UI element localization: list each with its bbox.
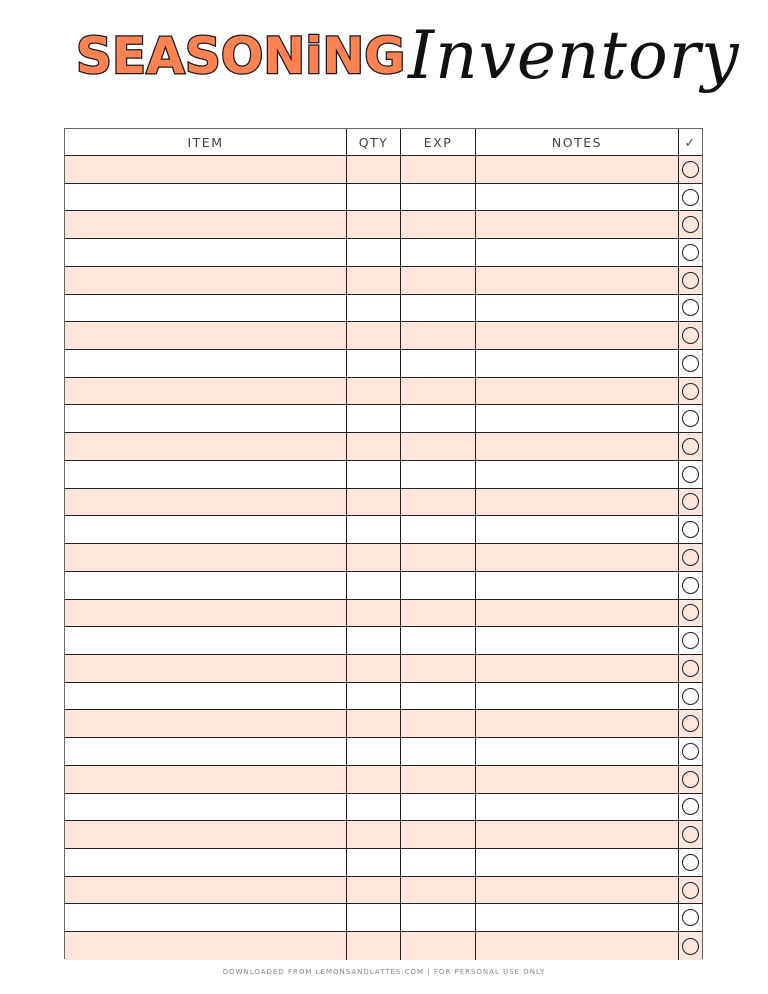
- qty-cell[interactable]: [347, 821, 401, 848]
- qty-cell[interactable]: [347, 516, 401, 543]
- item-cell[interactable]: [65, 239, 347, 266]
- header-exp: EXP: [401, 129, 476, 155]
- item-cell[interactable]: [65, 627, 347, 654]
- item-cell[interactable]: [65, 267, 347, 294]
- table-row: [65, 350, 702, 378]
- check-cell: [679, 184, 702, 211]
- qty-cell[interactable]: [347, 710, 401, 737]
- item-cell[interactable]: [65, 710, 347, 737]
- notes-cell[interactable]: [476, 794, 679, 821]
- exp-cell[interactable]: [401, 710, 476, 737]
- header-qty: QTY: [347, 129, 401, 155]
- table-row: [65, 821, 702, 849]
- checkbox-circle-icon[interactable]: [682, 438, 699, 455]
- item-cell[interactable]: [65, 461, 347, 488]
- checkbox-circle-icon[interactable]: [682, 161, 699, 178]
- item-cell[interactable]: [65, 405, 347, 432]
- check-cell: [679, 461, 702, 488]
- exp-cell[interactable]: [401, 932, 476, 960]
- qty-cell[interactable]: [347, 904, 401, 931]
- table-row: [65, 794, 702, 822]
- notes-cell[interactable]: [476, 572, 679, 599]
- qty-cell[interactable]: [347, 267, 401, 294]
- qty-cell[interactable]: [347, 156, 401, 183]
- table-row: [65, 433, 702, 461]
- item-cell[interactable]: [65, 600, 347, 627]
- checkbox-circle-icon[interactable]: [682, 577, 699, 594]
- item-cell[interactable]: [65, 904, 347, 931]
- checkbox-circle-icon[interactable]: [682, 715, 699, 732]
- check-cell: [679, 572, 702, 599]
- item-cell[interactable]: [65, 821, 347, 848]
- checkbox-circle-icon[interactable]: [682, 299, 699, 316]
- header-check: ✓: [684, 134, 697, 150]
- check-cell: [679, 295, 702, 322]
- exp-cell[interactable]: [401, 461, 476, 488]
- notes-cell[interactable]: [476, 211, 679, 238]
- exp-cell[interactable]: [401, 489, 476, 516]
- table-row: [65, 489, 702, 517]
- notes-cell[interactable]: [476, 322, 679, 349]
- check-cell: [679, 405, 702, 432]
- table-row: [65, 267, 702, 295]
- check-cell: [679, 627, 702, 654]
- item-cell[interactable]: [65, 322, 347, 349]
- checkbox-circle-icon[interactable]: [682, 521, 699, 538]
- qty-cell[interactable]: [347, 405, 401, 432]
- check-cell: [679, 156, 702, 183]
- footer-note: DOWNLOADED FROM LEMONSANDLATTES.COM | FOR PERSONAL USE ONLY: [222, 968, 546, 976]
- notes-cell[interactable]: [476, 239, 679, 266]
- check-cell: [679, 350, 702, 377]
- exp-cell[interactable]: [401, 738, 476, 765]
- item-cell[interactable]: [65, 766, 347, 793]
- table-row: [65, 156, 702, 184]
- notes-cell[interactable]: [476, 378, 679, 405]
- notes-cell[interactable]: [476, 405, 679, 432]
- table-row: [65, 239, 702, 267]
- item-cell[interactable]: [65, 516, 347, 543]
- item-cell[interactable]: [65, 849, 347, 876]
- item-cell[interactable]: [65, 184, 347, 211]
- check-cell: [679, 211, 702, 238]
- table-row: [65, 184, 702, 212]
- exp-cell[interactable]: [401, 322, 476, 349]
- qty-cell[interactable]: [347, 461, 401, 488]
- item-cell[interactable]: [65, 683, 347, 710]
- check-cell: [679, 794, 702, 821]
- checkbox-circle-icon[interactable]: [682, 771, 699, 788]
- notes-cell[interactable]: [476, 710, 679, 737]
- qty-cell[interactable]: [347, 766, 401, 793]
- header-item: ITEM: [65, 129, 347, 155]
- exp-cell[interactable]: [401, 516, 476, 543]
- item-cell[interactable]: [65, 156, 347, 183]
- table-row: [65, 904, 702, 932]
- item-cell[interactable]: [65, 655, 347, 682]
- exp-cell[interactable]: [401, 267, 476, 294]
- notes-cell[interactable]: [476, 932, 679, 960]
- exp-cell[interactable]: [401, 239, 476, 266]
- checkbox-circle-icon[interactable]: [682, 688, 699, 705]
- checkbox-circle-icon[interactable]: [682, 604, 699, 621]
- item-cell[interactable]: [65, 877, 347, 904]
- exp-cell[interactable]: [401, 655, 476, 682]
- qty-cell[interactable]: [347, 489, 401, 516]
- exp-cell[interactable]: [401, 572, 476, 599]
- checkbox-circle-icon[interactable]: [682, 216, 699, 233]
- exp-cell[interactable]: [401, 600, 476, 627]
- item-cell[interactable]: [65, 572, 347, 599]
- notes-cell[interactable]: [476, 904, 679, 931]
- checkbox-circle-icon[interactable]: [682, 938, 699, 955]
- exp-cell[interactable]: [401, 766, 476, 793]
- check-cell: [679, 932, 702, 960]
- exp-cell[interactable]: [401, 904, 476, 931]
- exp-cell[interactable]: [401, 794, 476, 821]
- header-notes: NOTES: [476, 129, 679, 155]
- check-cell: [679, 683, 702, 710]
- check-cell: [679, 821, 702, 848]
- title-inventory: Inventory: [408, 17, 740, 94]
- check-cell: [679, 655, 702, 682]
- exp-cell[interactable]: [401, 877, 476, 904]
- table-row: [65, 600, 702, 628]
- qty-cell[interactable]: [347, 378, 401, 405]
- check-cell: [679, 489, 702, 516]
- exp-cell[interactable]: [401, 433, 476, 460]
- table-row: [65, 627, 702, 655]
- notes-cell[interactable]: [476, 544, 679, 571]
- notes-cell[interactable]: [476, 627, 679, 654]
- exp-cell[interactable]: [401, 627, 476, 654]
- qty-cell[interactable]: [347, 184, 401, 211]
- checkbox-circle-icon[interactable]: [682, 549, 699, 566]
- exp-cell[interactable]: [401, 211, 476, 238]
- table-row: [65, 516, 702, 544]
- table-row: [65, 655, 702, 683]
- item-cell[interactable]: [65, 350, 347, 377]
- item-cell[interactable]: [65, 211, 347, 238]
- qty-cell[interactable]: [347, 683, 401, 710]
- table-row: [65, 211, 702, 239]
- check-cell: [679, 322, 702, 349]
- check-cell: [679, 433, 702, 460]
- checkbox-circle-icon[interactable]: [682, 355, 699, 372]
- table-header: [65, 129, 702, 156]
- notes-cell[interactable]: [476, 600, 679, 627]
- notes-cell[interactable]: [476, 267, 679, 294]
- notes-cell[interactable]: [476, 877, 679, 904]
- table-row: [65, 405, 702, 433]
- table-row: [65, 572, 702, 600]
- checkbox-circle-icon[interactable]: [682, 410, 699, 427]
- exp-cell[interactable]: [401, 821, 476, 848]
- notes-cell[interactable]: [476, 821, 679, 848]
- table-row: [65, 544, 702, 572]
- check-cell: [679, 378, 702, 405]
- table-row: [65, 295, 702, 323]
- qty-cell[interactable]: [347, 738, 401, 765]
- notes-cell[interactable]: [476, 738, 679, 765]
- notes-cell[interactable]: [476, 156, 679, 183]
- notes-cell[interactable]: [476, 849, 679, 876]
- checkbox-circle-icon[interactable]: [682, 466, 699, 483]
- notes-cell[interactable]: [476, 461, 679, 488]
- qty-cell[interactable]: [347, 295, 401, 322]
- checkbox-circle-icon[interactable]: [682, 743, 699, 760]
- checkbox-circle-icon[interactable]: [682, 854, 699, 871]
- inventory-table: [64, 128, 703, 959]
- qty-cell[interactable]: [347, 655, 401, 682]
- check-cell: [679, 904, 702, 931]
- item-cell[interactable]: [65, 378, 347, 405]
- qty-cell[interactable]: [347, 433, 401, 460]
- checkbox-circle-icon[interactable]: [682, 493, 699, 510]
- table-row: [65, 683, 702, 711]
- notes-cell[interactable]: [476, 350, 679, 377]
- qty-cell[interactable]: [347, 877, 401, 904]
- checkbox-circle-icon[interactable]: [682, 327, 699, 344]
- check-cell: [679, 600, 702, 627]
- notes-cell[interactable]: [476, 766, 679, 793]
- checkbox-circle-icon[interactable]: [682, 632, 699, 649]
- check-cell: [679, 877, 702, 904]
- check-cell: [679, 710, 702, 737]
- table-row: [65, 766, 702, 794]
- item-cell[interactable]: [65, 295, 347, 322]
- notes-cell[interactable]: [476, 184, 679, 211]
- qty-cell[interactable]: [347, 544, 401, 571]
- qty-cell[interactable]: [347, 350, 401, 377]
- item-cell[interactable]: [65, 489, 347, 516]
- item-cell[interactable]: [65, 738, 347, 765]
- check-cell: [679, 544, 702, 571]
- qty-cell[interactable]: [347, 572, 401, 599]
- item-cell[interactable]: [65, 544, 347, 571]
- qty-cell[interactable]: [347, 627, 401, 654]
- item-cell[interactable]: [65, 932, 347, 960]
- table-row: [65, 322, 702, 350]
- checkbox-circle-icon[interactable]: [682, 882, 699, 899]
- title-seasoning: SEASONiNG: [76, 27, 406, 85]
- qty-cell[interactable]: [347, 932, 401, 960]
- check-cell: [679, 849, 702, 876]
- table-row: [65, 461, 702, 489]
- check-cell: [679, 267, 702, 294]
- qty-cell[interactable]: [347, 239, 401, 266]
- exp-cell[interactable]: [401, 184, 476, 211]
- checkbox-circle-icon[interactable]: [682, 272, 699, 289]
- qty-cell[interactable]: [347, 794, 401, 821]
- checkbox-circle-icon[interactable]: [682, 909, 699, 926]
- notes-cell[interactable]: [476, 516, 679, 543]
- table-row: [65, 710, 702, 738]
- check-cell: [679, 239, 702, 266]
- exp-cell[interactable]: [401, 849, 476, 876]
- exp-cell[interactable]: [401, 378, 476, 405]
- qty-cell[interactable]: [347, 600, 401, 627]
- qty-cell[interactable]: [347, 211, 401, 238]
- exp-cell[interactable]: [401, 295, 476, 322]
- checkbox-circle-icon[interactable]: [682, 660, 699, 677]
- checkbox-circle-icon[interactable]: [682, 826, 699, 843]
- table-row: [65, 932, 702, 960]
- qty-cell[interactable]: [347, 849, 401, 876]
- notes-cell[interactable]: [476, 655, 679, 682]
- exp-cell[interactable]: [401, 350, 476, 377]
- notes-cell[interactable]: [476, 489, 679, 516]
- table-row: [65, 378, 702, 406]
- item-cell[interactable]: [65, 433, 347, 460]
- table-row: [65, 738, 702, 766]
- exp-cell[interactable]: [401, 544, 476, 571]
- notes-cell[interactable]: [476, 683, 679, 710]
- exp-cell[interactable]: [401, 156, 476, 183]
- check-cell: [679, 766, 702, 793]
- exp-cell[interactable]: [401, 683, 476, 710]
- checkbox-circle-icon[interactable]: [682, 798, 699, 815]
- notes-cell[interactable]: [476, 433, 679, 460]
- table-row: [65, 849, 702, 877]
- table-row: [65, 877, 702, 905]
- qty-cell[interactable]: [347, 322, 401, 349]
- exp-cell[interactable]: [401, 405, 476, 432]
- check-cell: [679, 738, 702, 765]
- check-cell: [679, 516, 702, 543]
- item-cell[interactable]: [65, 794, 347, 821]
- notes-cell[interactable]: [476, 295, 679, 322]
- checkbox-circle-icon[interactable]: [682, 383, 699, 400]
- checkbox-circle-icon[interactable]: [682, 189, 699, 206]
- checkbox-circle-icon[interactable]: [682, 244, 699, 261]
